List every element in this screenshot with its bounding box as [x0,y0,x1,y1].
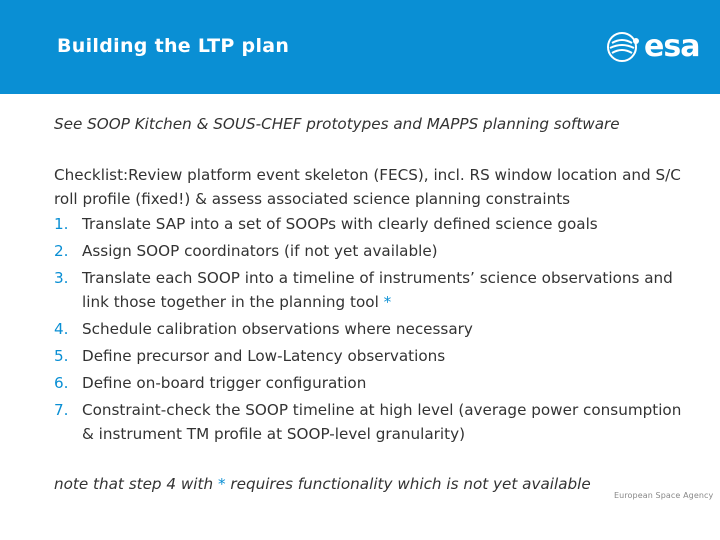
step-number: 6. [54,374,69,392]
steps-list [54,212,694,449]
step-label: Define precursor and Low-Latency observations [82,347,446,365]
step-number: 3. [54,269,69,287]
note-text-after: requires functionality which is not yet available [225,475,591,493]
list-item [54,344,694,368]
list-item [54,371,694,395]
note-text-before: note that step 4 with [54,475,218,493]
list-item [54,317,694,341]
step-text [82,212,694,236]
step-label: Translate SAP into a set of SOOPs with clearly defined science goals [82,215,598,233]
step-number: 5. [54,347,69,365]
step-label: Translate each SOOP into a timeline of instruments’ science observations and link those together in the planning tool [82,269,673,311]
step-number: 2. [54,242,69,260]
esa-logo-text: esa [644,29,700,64]
step-text [82,344,694,368]
step-label: Constraint-check the SOOP timeline at high level (average power consumption & instrument TM profile at SOOP-level granularity) [82,401,682,443]
footnote [54,472,591,496]
intro-text: See SOOP Kitchen & SOUS-CHEF prototypes and MAPPS planning software [54,115,620,133]
step-text [82,371,694,395]
step-number: 1. [54,215,69,233]
footer-brand: European Space Agency [614,491,714,500]
star-marker: * [383,293,392,311]
step-label: Assign SOOP coordinators (if not yet available) [82,242,438,260]
checklist-text: Checklist:Review platform event skeleton (FECS), incl. RS window location and S/C roll profile (fixed!) & assess associated science planning constraints [54,166,681,208]
step-text [82,266,694,314]
step-number: 4. [54,320,69,338]
esa-logo-icon [606,31,642,63]
esa-logo [606,29,706,65]
step-label: Define on-board trigger configuration [82,374,367,392]
step-text [82,317,694,341]
step-number: 7. [54,401,69,419]
header-bar [0,0,720,94]
step-text [82,398,694,446]
list-item [54,212,694,236]
list-item [54,398,694,446]
step-text [82,239,694,263]
list-item [54,266,694,314]
slide-title: Building the LTP plan [57,35,290,57]
list-item [54,239,694,263]
star-marker: * [217,475,226,493]
step-label: Schedule calibration observations where necessary [82,320,473,338]
